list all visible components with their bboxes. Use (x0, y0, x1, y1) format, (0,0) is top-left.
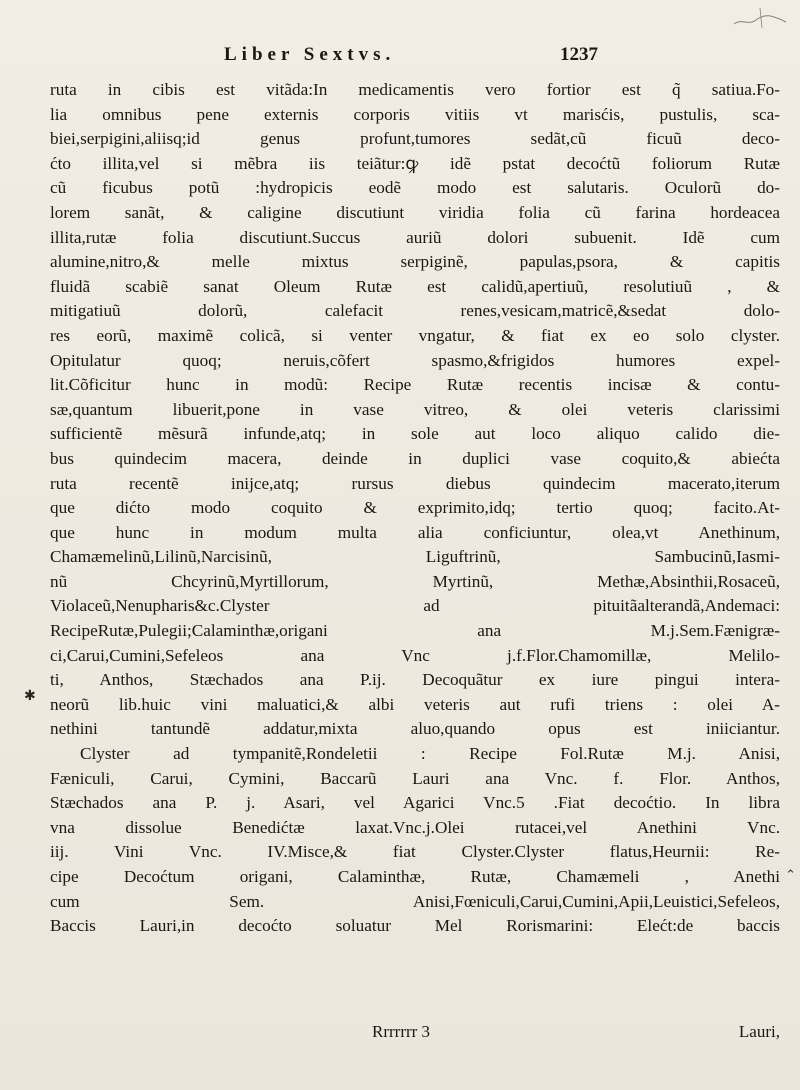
signature-mark: Rrrrrrr 3 (372, 1022, 431, 1041)
page-footer (50, 1022, 780, 1052)
text-line: ruta in cibis est vitãda:In medicamentis vero fortior est q̃ satiua.Fo- (50, 80, 780, 99)
margin-asterisk-icon: ✱ (24, 688, 36, 704)
ink-scribble-mark (730, 4, 790, 32)
text-line: ci,Carui,Cumini,Sefeleos ana Vnc j.f.Flor.Chamomillæ, Melilo- (50, 645, 780, 665)
text-line: lit.Cõficitur hunc in modũ: Recipe Rutæ recentis incisæ & contu- (50, 375, 780, 395)
catchword: Lauri, (738, 1022, 780, 1041)
text-line: Stæchados ana P. j. Asari, vel Agarici Vnc.5 .Fiat decoćtio. In libra (50, 793, 780, 813)
text-line: lia omnibus pene externis corporis vitiis vt marisćis, pustulis, sca- (50, 104, 780, 124)
text-line: Opitulatur quoq; neruis,cõfert spasmo,&frigidos humores expel- (50, 350, 780, 370)
text-line: sæ,quantum libuerit,pone in vase vitreo, & olei veteris clarissimi (50, 399, 780, 419)
text-line: RecipeRutæ,Pulegii;Calaminthæ,origani ana M.j.Sem.Fænigræ- (50, 621, 780, 641)
text-line: que hunc in modum multa alia conficiuntur, olea,vt Anethinum, (50, 522, 780, 542)
running-title: Liber Sextvs. (224, 44, 396, 65)
edge-chevron-icon: ⌃ (785, 868, 796, 883)
text-line: nũ Chcyrinũ,Myrtillorum, Myrtinũ, Methæ,Absinthii,Rosaceũ, (50, 571, 780, 591)
text-line: ruta recentẽ inijce,atq; rursus diebus quindecim macerato,iterum (50, 473, 780, 493)
text-line: ćto illita,vel si mẽbra iis teiãtur:ꝙ idẽ pstat decoćtũ foliorum Rutæ (50, 153, 780, 173)
text-line: nethini tantundẽ addatur,mixta aluo,quando opus est iniiciantur. (50, 719, 780, 739)
text-line: illita,rutæ folia discutiunt.Succus auriũ dolori subuenit. Idẽ cum (50, 227, 780, 247)
text-line: mitigatiuũ dolorũ, calefacit renes,vesicam,matricẽ,&sedat dolo- (50, 301, 780, 321)
text-line: lorem sanãt, & caligine discutiunt viridia folia cũ farina hordeacea (50, 202, 780, 222)
text-line: fluidã scabiẽ sanat Oleum Rutæ est calidũ,apertiuũ, resolutiuũ , & (50, 276, 780, 296)
text-line: cum Sem. Anisi,Fœniculi,Carui,Cumini,Apii,Leuistici,Sefeleos, (50, 891, 780, 911)
text-line: Violaceũ,Nenupharis&c.Clyster ad pituitãalterandã,Andemaci: (50, 596, 780, 616)
text-line: Chamæmelinũ,Lilinũ,Narcisinũ, Liguftrinũ, Sambucinũ,Iasmi- (50, 547, 780, 567)
text-line: bus quindecim macera, deinde in duplici vase coquito,& abiećta (50, 448, 780, 468)
text-line: Fæniculi, Carui, Cymini, Baccarũ Lauri ana Vnc. f. Flor. Anthos, (50, 768, 780, 788)
body-text (50, 78, 780, 939)
text-line: que dićto modo coquito & exprimito,idq; tertio quoq; facito.At- (50, 498, 780, 518)
text-line: res eorũ, maximẽ colicã, si venter vngatur, & fiat ex eo solo clyster. (50, 325, 780, 345)
text-line: ti, Anthos, Stæchados ana P.ij. Decoquãtur ex iure pingui intera- (50, 670, 780, 690)
text-line: cũ ficubus potũ :hydropicis eodẽ modo est salutaris. Oculorũ do- (50, 178, 780, 198)
page-header (60, 44, 780, 74)
text-line: vna dissolue Benedićtæ laxat.Vnc.j.Olei rutacei,vel Anethini Vnc. (50, 817, 780, 837)
text-line: biei,serpigini,aliisq;id genus profunt,tumores sedãt,cũ ficuũ deco- (50, 129, 780, 149)
text-line: Baccis Lauri,in decoćto soluatur Mel Rorismarini: Elećt:de baccis (50, 916, 780, 936)
text-line: Clyster ad tympanitẽ,Rondeletii : Recipe Fol.Rutæ M.j. Anisi, (80, 744, 780, 764)
text-line: iij. Vini Vnc. IV.Misce,& fiat Clyster.Clyster flatus,Heurnii: Re- (50, 842, 780, 862)
text-line: alumine,nitro,& melle mixtus serpiginẽ, papulas,psora, & capitis (50, 252, 780, 272)
page-number: 1237 (560, 44, 598, 65)
text-line: neorũ lib.huic vini maluatici,& albi veteris aut rufi triens : olei A- (50, 694, 780, 714)
text-line: cipe Decoćtum origani, Calaminthæ, Rutæ, Chamæmeli , Anethi (50, 867, 780, 886)
text-line: sufficientẽ mẽsurã infunde,atq; in sole aut loco aliquo calido die- (50, 424, 780, 444)
